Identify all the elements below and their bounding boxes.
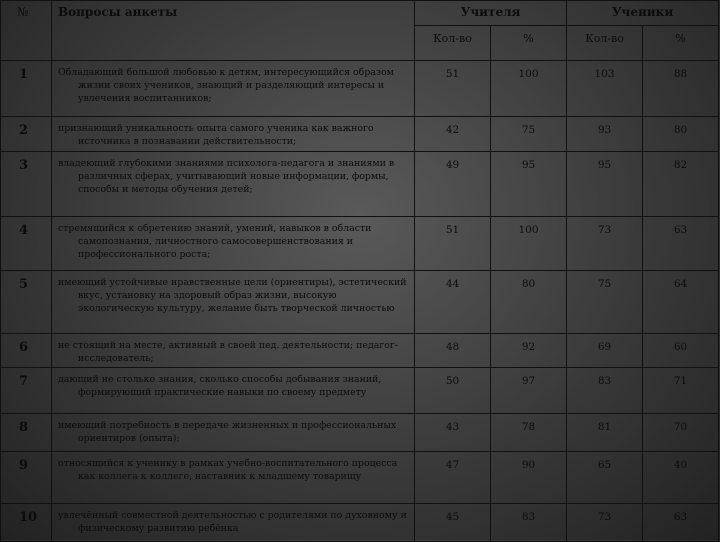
- teachers-percent-cell: 78: [491, 414, 567, 452]
- question-text: не стоящий на месте, активный в своей пед. деятельности; педагог-исследователь;: [58, 340, 398, 364]
- students-percent-cell: 63: [643, 504, 719, 542]
- students-count-cell: 81: [567, 414, 643, 452]
- students-count-cell: 75: [567, 271, 643, 334]
- row-number: 4: [1, 217, 52, 271]
- students-percent-cell: 71: [643, 368, 719, 414]
- row-question: [52, 61, 415, 117]
- teachers-percent-cell: 83: [491, 504, 567, 542]
- row-number: 5: [1, 271, 52, 334]
- row-number: 8: [1, 414, 52, 452]
- teachers-count-cell: 50: [415, 368, 491, 414]
- students-count-cell: 103: [567, 61, 643, 117]
- table-row: [1, 368, 719, 414]
- students-count-cell: 95: [567, 152, 643, 217]
- question-text: Обладающий большой любовью к детям, интересующийся образом жизни своих учеников, знающий и разделяющий интересы и увлечения воспитанников;: [58, 67, 394, 104]
- students-percent-cell: 88: [643, 61, 719, 117]
- header-teachers-percent: %: [491, 26, 567, 61]
- students-percent-cell: 63: [643, 217, 719, 271]
- table-row: [1, 334, 719, 368]
- header-students-count: Кол-во: [567, 26, 643, 61]
- header-row-top: [1, 1, 719, 26]
- students-count-cell: 73: [567, 504, 643, 542]
- row-number: 3: [1, 152, 52, 217]
- students-percent-cell: 40: [643, 452, 719, 504]
- teachers-percent-cell: 75: [491, 117, 567, 152]
- teachers-count-cell: 48: [415, 334, 491, 368]
- teachers-count-cell: 44: [415, 271, 491, 334]
- teachers-percent-cell: 97: [491, 368, 567, 414]
- question-text: владеющий глубокими знаниями психолога-педагога и знаниями в различных сферах, учитывающий новые информации, формы, способы и методы обучения детей;: [58, 158, 395, 195]
- question-text: стремящийся к обретению знаний, умений, навыков в области самопознания, личностного самосовершенствования и профессионального роста;: [58, 223, 372, 260]
- row-number: 9: [1, 452, 52, 504]
- header-students: Ученики: [567, 1, 719, 26]
- students-percent-cell: 82: [643, 152, 719, 217]
- teachers-percent-cell: 80: [491, 271, 567, 334]
- teachers-count-cell: 51: [415, 217, 491, 271]
- students-count-cell: 73: [567, 217, 643, 271]
- row-number: 10: [1, 504, 52, 542]
- teachers-percent-cell: 100: [491, 217, 567, 271]
- students-count-cell: 83: [567, 368, 643, 414]
- teachers-count-cell: 49: [415, 152, 491, 217]
- row-question: [52, 334, 415, 368]
- table-row: [1, 504, 719, 542]
- question-text: увлечённый совместной деятельностью с родителями по духовному и физическому развитию ребёнка: [58, 510, 407, 534]
- header-question: Вопросы анкеты: [52, 1, 415, 61]
- question-text: признающий уникальность опыта самого ученика как важного источника в познавании действительности;: [58, 123, 374, 147]
- question-text: имеющий потребность в передаче жизненных и профессиональных ориентиров (опыта);: [58, 420, 397, 444]
- teachers-count-cell: 45: [415, 504, 491, 542]
- row-number: 6: [1, 334, 52, 368]
- question-text: имеющий устойчивые нравственные цели (ориентиры), эстетический вкус, установку на здоровый образ жизни, высокую экологическую культуру, желание быть творческой личностью: [58, 277, 407, 314]
- row-number: 2: [1, 117, 52, 152]
- header-teachers-count: Кол-во: [415, 26, 491, 61]
- students-percent-cell: 64: [643, 271, 719, 334]
- students-count-cell: 65: [567, 452, 643, 504]
- students-percent-cell: 80: [643, 117, 719, 152]
- row-question: [52, 152, 415, 217]
- table-row: [1, 61, 719, 117]
- teachers-count-cell: 43: [415, 414, 491, 452]
- header-number: №: [1, 1, 52, 61]
- row-question: [52, 271, 415, 334]
- teachers-count-cell: 42: [415, 117, 491, 152]
- students-count-cell: 69: [567, 334, 643, 368]
- row-question: [52, 414, 415, 452]
- question-text: дающий не столько знания, сколько способы добывания знаний, формирующий практические навыки по своему предмету: [58, 374, 382, 398]
- teachers-percent-cell: 100: [491, 61, 567, 117]
- teachers-percent-cell: 95: [491, 152, 567, 217]
- table-row: [1, 217, 719, 271]
- students-count-cell: 93: [567, 117, 643, 152]
- teachers-percent-cell: 92: [491, 334, 567, 368]
- table-row: [1, 152, 719, 217]
- header-teachers: Учителя: [415, 1, 567, 26]
- teachers-percent-cell: 90: [491, 452, 567, 504]
- table-row: [1, 117, 719, 152]
- row-question: [52, 368, 415, 414]
- row-question: [52, 217, 415, 271]
- table-row: [1, 271, 719, 334]
- table-row: [1, 414, 719, 452]
- students-percent-cell: 70: [643, 414, 719, 452]
- teachers-count-cell: 47: [415, 452, 491, 504]
- students-percent-cell: 60: [643, 334, 719, 368]
- row-question: [52, 504, 415, 542]
- row-question: [52, 117, 415, 152]
- table-row: [1, 452, 719, 504]
- row-number: 1: [1, 61, 52, 117]
- header-students-percent: %: [643, 26, 719, 61]
- row-number: 7: [1, 368, 52, 414]
- row-question: [52, 452, 415, 504]
- teachers-count-cell: 51: [415, 61, 491, 117]
- question-text: относящийся к ученику в рамках учебно-воспитательного процесса как коллега к коллеге, наставник к младшему товарищу: [58, 458, 398, 482]
